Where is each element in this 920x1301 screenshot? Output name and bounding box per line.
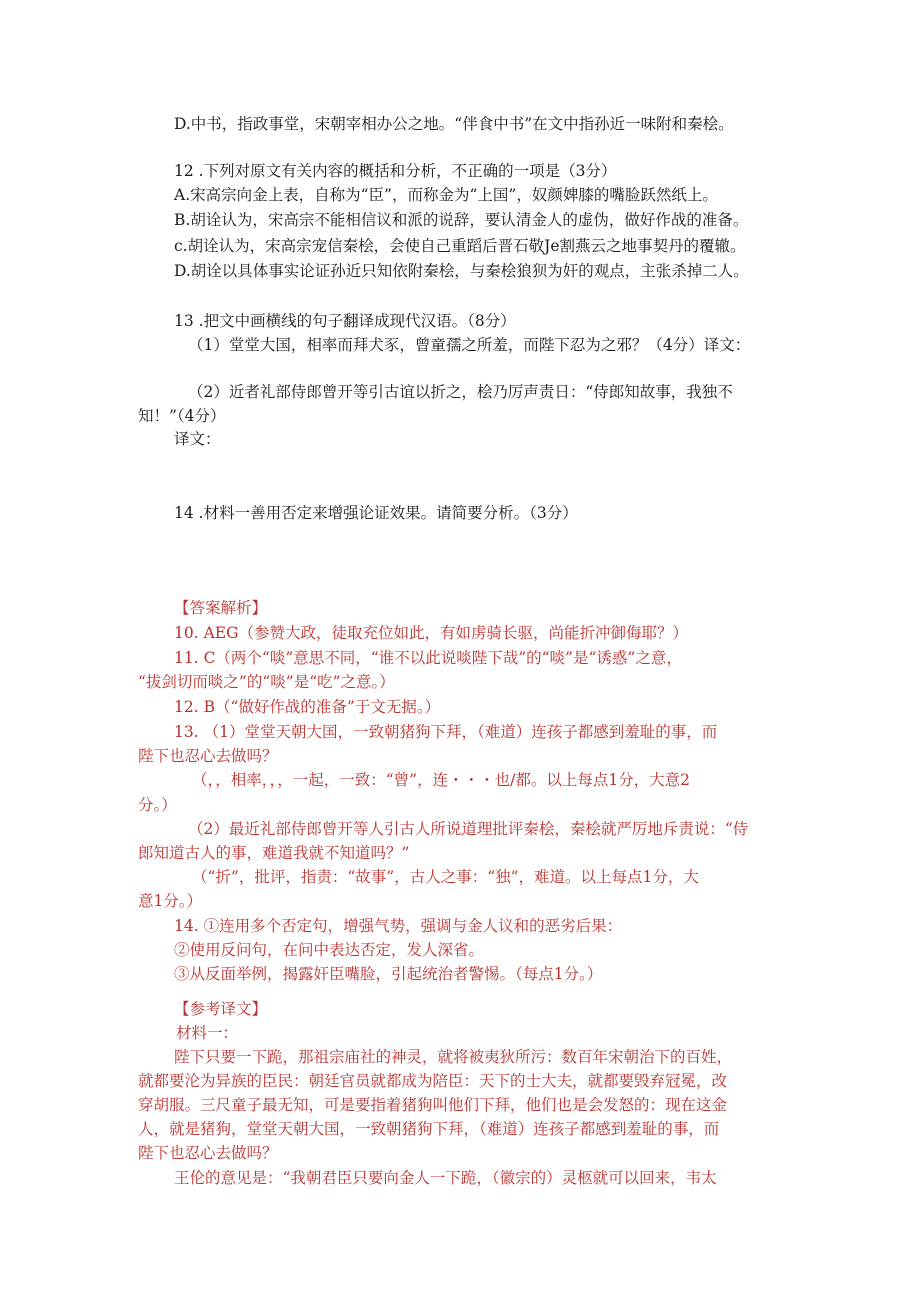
answer-13-2-scoring: （“折”，批评，指责：“故事”，古人之事：“独”，难道。以上每点1分，大 [192,868,699,886]
answer-12: 12. B（“做好作战的准备”于文无据。） [174,698,441,716]
question-14-stem: 14 .材料一善用否定来增强论证效果。请简要分析。（3分） [174,504,578,522]
answer-11-cont: “拔剑切而啖之”的“啖”是“吃”之意。） [138,673,395,691]
answer-10: 10. AEG（参赞大政，徒取充位如此，有如虏骑长驱，尚能折冲御侮耶？） [174,624,688,642]
question-13-part-2: （2）近者礼部侍郎曾开等引古谊以折之，桧乃厉声责日：“侍郎知故事，我独不 [188,383,733,401]
answer-14-point-3: ③从反面举例，揭露奸臣嘴脸，引起统治者警惕。（每点1分。） [174,965,603,983]
answer-13-1-scoring-cont: 分。） [138,796,177,814]
answer-14-point-1: 14. ①连用多个否定句，增强气势，强调与金人议和的恶劣后果： [174,917,623,935]
question-12-stem: 12 .下列对原文有关内容的概括和分析，不正确的一项是（3分） [174,162,617,180]
answer-13-2-cont: 郎知道古人的事，难道我就不知道吗？” [138,844,410,862]
translation-line-1: 陛下只要一下跪，那祖宗庙社的神灵，就将被夷狄所污：数百年宋朝治下的百姓， [174,1048,733,1066]
question-13-part-2-cont: 知！”（4分） [138,407,226,425]
option-d-line: D.中书，指政事堂，宋朝宰相办公之地。“伴食中书”在文中指孙近一味附和秦桧。 [174,115,734,133]
answer-11: 11. C（两个“啖”意思不同，“谁不以此说啖陛下哉”的“啖”是“诱惑”之意， [174,649,682,667]
question-12-option-b: B.胡诠认为，宋高宗不能相信议和派的说辞，要认清金人的虚伪，做好作战的准备。 [174,211,749,229]
answer-13-2-scoring-cont: 意1分。） [138,892,203,910]
answer-13-2: （2）最近礼部侍郎曾开等人引古人所说道理批评秦桧，秦桧就严厉地斥责说：“侍 [188,820,749,838]
material-one-label: 材料一： [176,1024,239,1042]
question-13-stem: 13 .把文中画横线的句子翻译成现代汉语。（8分） [174,312,516,330]
answer-13-1-cont: 陛下也忍心去做吗？ [138,747,278,765]
translation-line-5: 陛下也忍心去做吗？ [138,1144,278,1162]
reference-translation-heading: 【参考译文】 [174,1000,268,1018]
question-13-part-1: （1）堂堂大国，相率而拜犬豕，曾童孺之所羞，而陛下忍为之邪？（4分）译文： [188,336,751,354]
translation-line-4: 人，就是猪狗，堂堂天朝大国，一致朝猪狗下拜，（难道）连孩子都感到羞耻的事，而 [138,1120,720,1138]
answer-13-1-scoring: （，，相率，，，一起，一致：“曾”，连・・・也/都。以上每点1分，大意2 [192,771,691,789]
translation-line-6: 王伦的意见是：“我朝君臣只要向金人一下跪，（徽宗的）灵柩就可以回来，韦太 [174,1169,717,1187]
question-12-option-d: D.胡诠以具体事实论证孙近只知依附秦桧，与秦桧狼狈为奸的观点，主张杀掉二人。 [174,262,749,280]
answer-13-1: 13. （1）堂堂天朝大国，一致朝猪狗下拜，（难道）连孩子都感到羞耻的事，而 [174,723,718,741]
question-12-option-c: c.胡诠认为，宋高宗宠信秦桧，会使自己重蹈后晋石敬Je割燕云之地事契丹的覆辙。 [174,237,746,255]
answer-heading: 【答案解析】 [174,599,268,617]
question-12-option-a: A.宋高宗向金上表，自称为“臣”，而称金为“上国”，奴颜婢膝的嘴脸跃然纸上。 [174,186,718,204]
answer-14-point-2: ②使用反问句，在问中表达否定，发人深省。 [174,941,485,959]
translation-line-2: 就都要沦为异族的臣民：朝廷官员就都成为陪臣：天下的士大夫，就都要毁弃冠冕，改 [138,1072,728,1090]
translation-line-3: 穿胡服。三尺童子最无知，可是要指着猪狗叫他们下拜，他们也是会发怒的：现在这金 [138,1096,728,1114]
translation-label: 译文： [174,430,221,448]
